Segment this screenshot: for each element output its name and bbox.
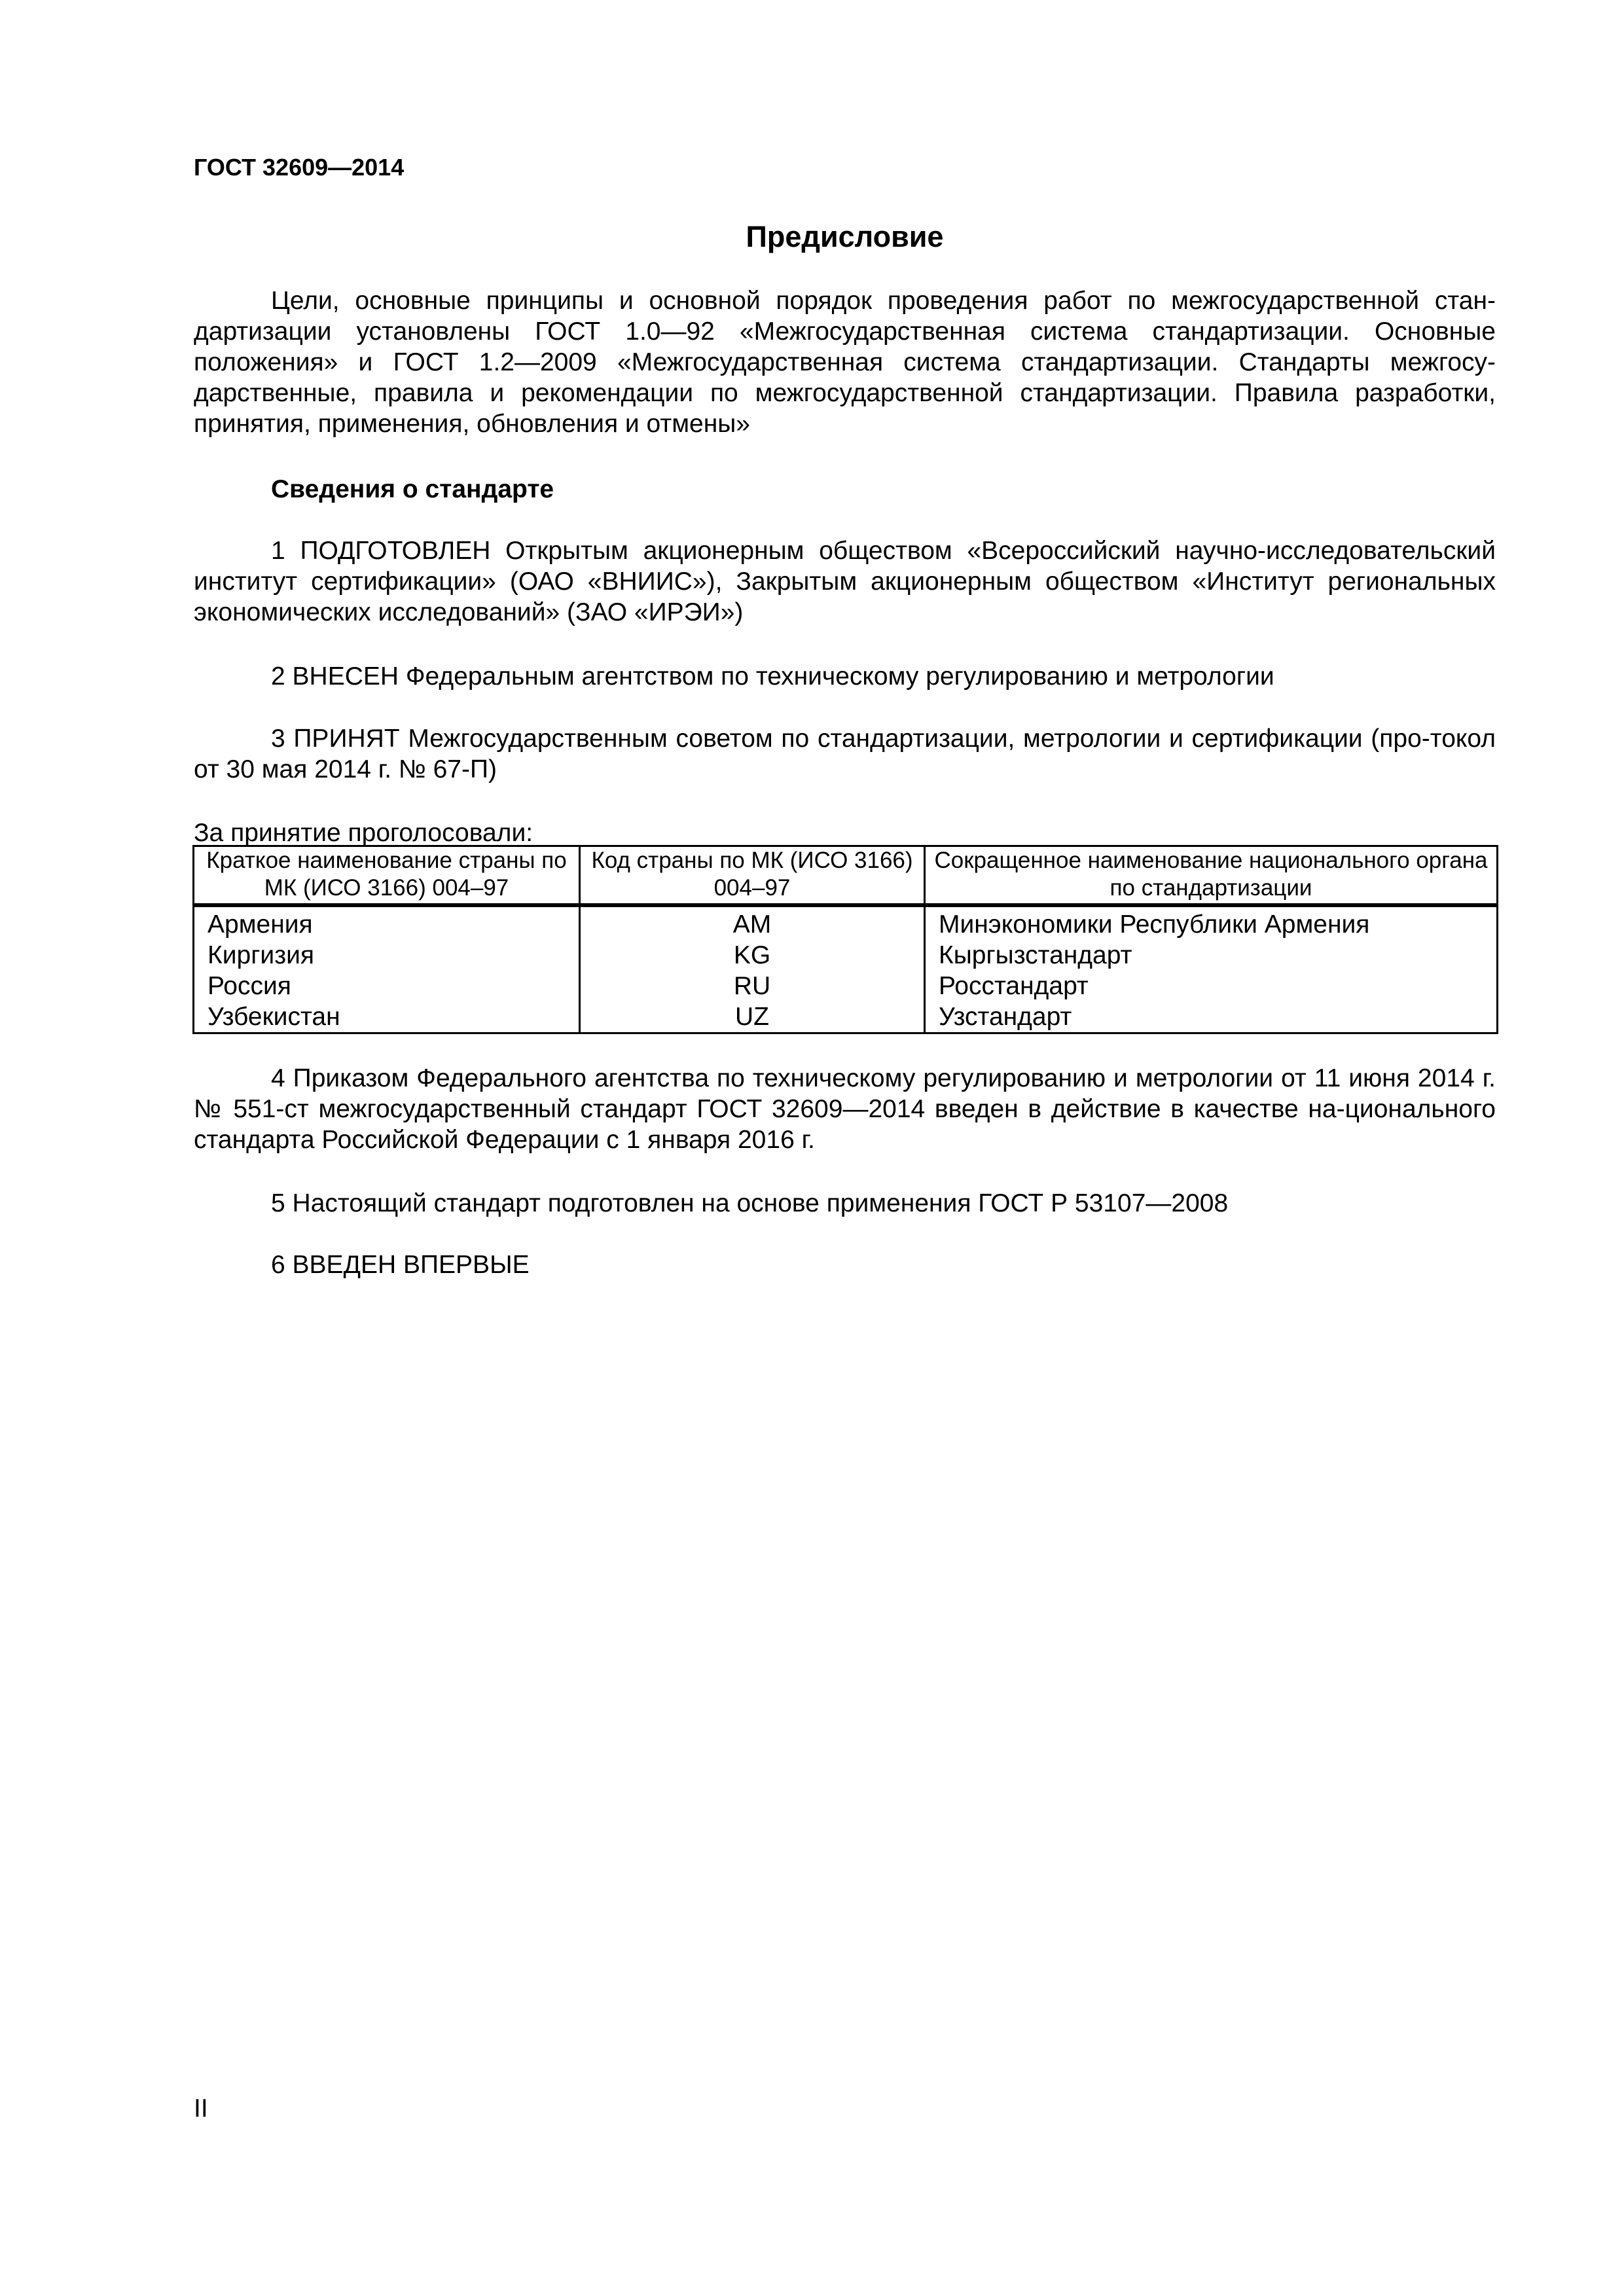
votes-label: За принятие проголосовали: (194, 819, 533, 847)
table-row (194, 940, 1498, 971)
table-row (194, 971, 1498, 1001)
standards-body-cell: Узстандарт (925, 1001, 1498, 1033)
item-1-paragraph: 1 ПОДГОТОВЛЕН Открытым акционерным обществом «Всероссийский научно-исследовательский институт сертификации» (ОАО «ВНИИС»), Закрытым акционерным обществом «Институт региональных экономических исследований» (ЗАО «ИРЭИ») (194, 537, 1496, 626)
country-code-cell: KG (580, 940, 925, 971)
standards-body-cell: Минэкономики Республики Армения (925, 905, 1498, 940)
item-3-paragraph: 3 ПРИНЯТ Межгосударственным советом по стандартизации, метрологии и сертификации (про-токол от 30 мая 2014 г. № 67-П) (194, 725, 1496, 783)
page-title: Предисловие (746, 220, 944, 253)
intro-paragraph: Цели, основные принципы и основной порядок проведения работ по межгосударственной стан-дартизации установлены ГОСТ 1.0—92 «Межгосударственная система стандартизации. Основные положения» и ГОСТ 1.2—2009 «Межгосударственная система стандартизации. Стандарты межгосу-дарственные, правила и рекомендации по межгосударственной стандартизации. Правила разработки, принятия, применения, обновления и отмены» (194, 287, 1496, 438)
item-5-paragraph: 5 Настоящий стандарт подготовлен на основе применения ГОСТ Р 53107—2008 (271, 1189, 1229, 1217)
header-country-name: Краткое наименование страны по МК (ИСО 3166) 004–97 (194, 846, 580, 906)
item-4-paragraph: 4 Приказом Федерального агентства по техническому регулированию и метрологии от 11 июня 2014 г. № 551-ст межгосударственный стандарт ГОСТ 32609—2014 введен в действие в качестве на-ционального стандарта Российской Федерации с 1 января 2016 г. (194, 1064, 1496, 1154)
page-number: II (194, 2094, 208, 2123)
item-6-paragraph: 6 ВВЕДЕН ВПЕРВЫЕ (271, 1251, 530, 1279)
header-standards-body: Сокращенное наименование национального органа по стандартизации (925, 846, 1498, 906)
item-2-paragraph: 2 ВНЕСЕН Федеральным агентством по техническому регулированию и метрологии (271, 662, 1274, 691)
table-row (194, 905, 1498, 940)
header-country-code: Код страны по МК (ИСО 3166) 004–97 (580, 846, 925, 906)
country-code-cell: AM (580, 905, 925, 940)
country-name-cell: Армения (194, 905, 580, 940)
votes-table-header-row (194, 846, 1498, 906)
country-name-cell: Киргизия (194, 940, 580, 971)
table-row (194, 1001, 1498, 1033)
document-code: ГОСТ 32609—2014 (194, 154, 405, 181)
country-code-cell: UZ (580, 1001, 925, 1033)
standards-body-cell: Кыргызстандарт (925, 940, 1498, 971)
standards-body-cell: Росстандарт (925, 971, 1498, 1001)
country-code-cell: RU (580, 971, 925, 1001)
section-heading: Сведения о стандарте (271, 475, 554, 503)
country-name-cell: Россия (194, 971, 580, 1001)
votes-table (192, 845, 1498, 1034)
country-name-cell: Узбекистан (194, 1001, 580, 1033)
